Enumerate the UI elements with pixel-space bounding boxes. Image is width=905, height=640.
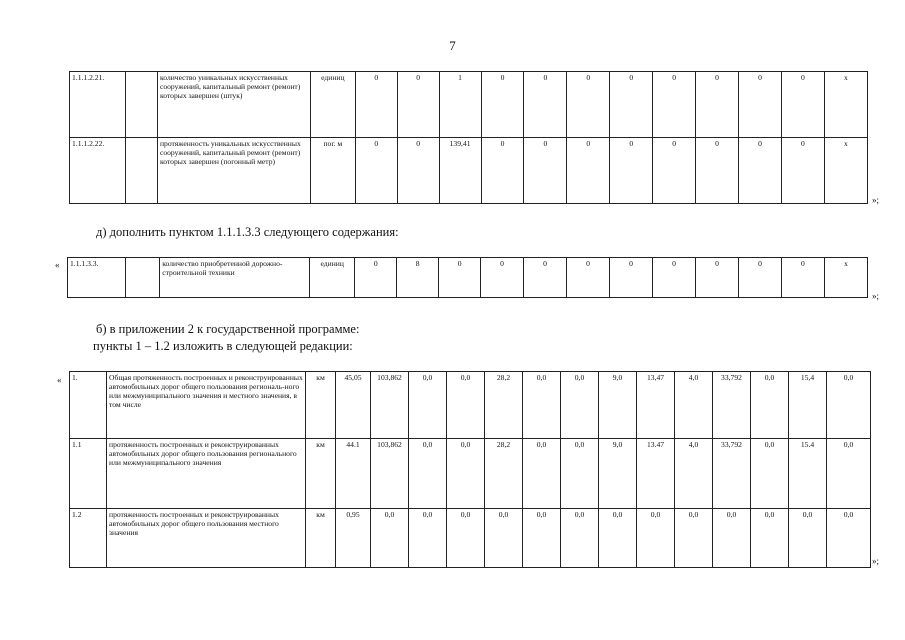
value-cell: 15,4 <box>789 372 827 439</box>
value-cell: 0,0 <box>409 439 447 509</box>
row-description: количество уникальных искусственных сооружений, капитальный ремонт (ремонт) которых завершен (штук) <box>157 72 310 138</box>
value-cell: 33,792 <box>713 372 751 439</box>
indicators-table-3 <box>69 371 871 568</box>
table-row <box>70 509 871 568</box>
value-cell: 0 <box>781 138 824 204</box>
value-cell: 0,0 <box>485 509 523 568</box>
value-cell: 0,0 <box>447 509 485 568</box>
indicators-table-2 <box>67 257 868 298</box>
closing-quote-1: »; <box>872 195 880 205</box>
value-cell: 0 <box>567 72 610 138</box>
value-cell: 0,0 <box>827 509 871 568</box>
row-unit: пог. м <box>310 138 355 204</box>
value-cell: 0 <box>481 258 524 298</box>
table-row <box>70 138 868 204</box>
value-cell: 0,0 <box>751 439 789 509</box>
value-cell: 0 <box>695 258 738 298</box>
value-cell: 0,0 <box>409 509 447 568</box>
value-cell: 0 <box>481 138 524 204</box>
value-cell: 4,0 <box>675 439 713 509</box>
value-cell: 0 <box>781 72 824 138</box>
value-cell: 13.47 <box>637 439 675 509</box>
value-cell: 0 <box>481 72 524 138</box>
value-cell: 0 <box>567 258 610 298</box>
row-code: 1. <box>70 372 107 439</box>
row-description: протяженность построенных и реконструированных автомобильных дорог общего пользования регионального или межмуниципального значения <box>107 439 306 509</box>
value-cell: x <box>824 138 867 204</box>
value-cell: 13,47 <box>637 372 675 439</box>
value-cell: 0 <box>439 258 481 298</box>
value-cell: 0,0 <box>789 509 827 568</box>
value-cell: x <box>824 258 867 298</box>
value-cell: 0 <box>738 258 781 298</box>
row-unit: единиц <box>310 72 355 138</box>
table-row <box>70 439 871 509</box>
row-code: 1.2 <box>70 509 107 568</box>
value-cell: 0,0 <box>827 439 871 509</box>
value-cell: 0 <box>610 72 653 138</box>
value-cell: 0 <box>355 258 397 298</box>
value-cell: 0 <box>696 138 739 204</box>
row-code: 1.1.1.3.3. <box>68 258 126 298</box>
value-cell: 0 <box>524 138 567 204</box>
paragraph-b-line2: пункты 1 – 1.2 изложить в следующей редакции: <box>93 339 353 353</box>
value-cell: 45,05 <box>336 372 371 439</box>
value-cell: 28,2 <box>485 439 523 509</box>
value-cell: 0,0 <box>675 509 713 568</box>
closing-quote-3: »; <box>872 556 880 566</box>
value-cell: 0 <box>397 72 439 138</box>
value-cell: 0,0 <box>751 509 789 568</box>
value-cell: 0 <box>696 72 739 138</box>
row-code: 1.1 <box>70 439 107 509</box>
row-description: протяженность построенных и реконструированных автомобильных дорог общего пользования местного значения <box>107 509 306 568</box>
value-cell: 33,792 <box>713 439 751 509</box>
value-cell: 0 <box>524 72 567 138</box>
value-cell: 0 <box>653 138 696 204</box>
table-row <box>70 372 871 439</box>
value-cell: 0 <box>355 138 397 204</box>
value-cell: 0,0 <box>523 439 561 509</box>
value-cell: 8 <box>397 258 439 298</box>
paragraph-b-line1: б) в приложении 2 к государственной программе: <box>96 322 360 336</box>
value-cell: 0,95 <box>336 509 371 568</box>
value-cell: 0,0 <box>447 372 485 439</box>
row-description: Общая протяженность построенных и реконструированных автомобильных дорог общего пользования региональ-ного или межмуниципального значения и местного значения, в том числе <box>107 372 306 439</box>
value-cell: 0 <box>739 72 782 138</box>
row-code: 1.1.1.2.21. <box>70 72 126 138</box>
value-cell: 0,0 <box>371 509 409 568</box>
value-cell: 0 <box>610 138 653 204</box>
value-cell: 15.4 <box>789 439 827 509</box>
value-cell: 0 <box>524 258 567 298</box>
opening-quote-3: « <box>57 375 62 385</box>
value-cell: 0,0 <box>561 439 599 509</box>
row-unit: единиц <box>310 258 355 298</box>
value-cell: 0 <box>781 258 824 298</box>
indicators-table-1 <box>69 71 868 204</box>
value-cell: 44.1 <box>336 439 371 509</box>
blank-cell <box>125 138 157 204</box>
value-cell: 0 <box>739 138 782 204</box>
value-cell: 4,0 <box>675 372 713 439</box>
page-number: 7 <box>449 38 456 53</box>
value-cell: 9,0 <box>599 372 637 439</box>
value-cell: 1 <box>439 72 481 138</box>
table-row <box>68 258 868 298</box>
value-cell: 139,41 <box>439 138 481 204</box>
value-cell: 0,0 <box>713 509 751 568</box>
table-row <box>70 72 868 138</box>
value-cell: x <box>824 72 867 138</box>
value-cell: 0,0 <box>827 372 871 439</box>
blank-cell <box>125 258 160 298</box>
value-cell: 0 <box>653 72 696 138</box>
value-cell: 0 <box>355 72 397 138</box>
value-cell: 0,0 <box>637 509 675 568</box>
value-cell: 0,0 <box>751 372 789 439</box>
value-cell: 0,0 <box>561 372 599 439</box>
closing-quote-2: »; <box>872 291 880 301</box>
value-cell: 9,0 <box>599 439 637 509</box>
value-cell: 0 <box>610 258 653 298</box>
row-code: 1.1.1.2.22. <box>70 138 126 204</box>
row-unit: км <box>306 372 336 439</box>
blank-cell <box>125 72 157 138</box>
value-cell: 0 <box>567 138 610 204</box>
value-cell: 0,0 <box>447 439 485 509</box>
value-cell: 0,0 <box>561 509 599 568</box>
value-cell: 28,2 <box>485 372 523 439</box>
value-cell: 0 <box>397 138 439 204</box>
paragraph-d: д) дополнить пунктом 1.1.1.3.3 следующего содержания: <box>96 225 399 239</box>
value-cell: 0,0 <box>599 509 637 568</box>
value-cell: 0,0 <box>523 509 561 568</box>
row-description: количество приобретенной дорожно-строительной техники <box>160 258 310 298</box>
value-cell: 0,0 <box>523 372 561 439</box>
opening-quote-2: « <box>55 260 60 270</box>
value-cell: 0 <box>653 258 696 298</box>
row-unit: км <box>306 439 336 509</box>
value-cell: 103,862 <box>371 439 409 509</box>
row-unit: км <box>306 509 336 568</box>
value-cell: 103,862 <box>371 372 409 439</box>
value-cell: 0,0 <box>409 372 447 439</box>
row-description: протяженность уникальных искусственных сооружений, капитальный ремонт (ремонт) которых завершен (погонный метр) <box>157 138 310 204</box>
